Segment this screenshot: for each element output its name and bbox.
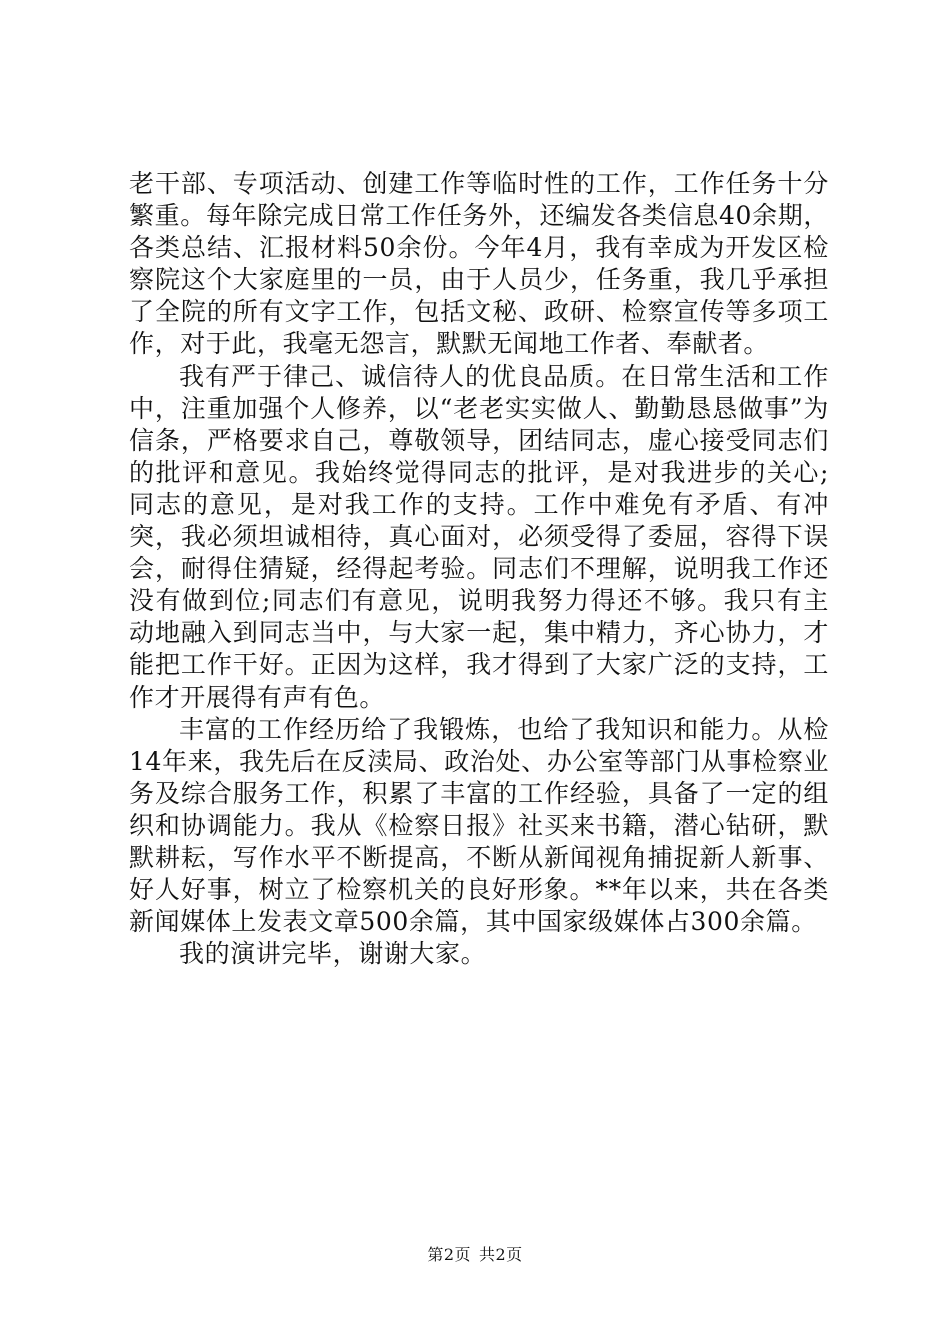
paragraph-1: 老干部、专项活动、创建工作等临时性的工作，工作任务十分繁重。每年除完成日常工作任务外，还编发各类信息40余期，各类总结、汇报材料50余份。今年4月，我有幸成为开发区检察院这个大家庭里的一员，由于人员少，任务重，我几乎承担了全院的所有文字工作，包括文秘、政研、检察宣传等多项工作，对于此，我毫无怨言，默默无闻地工作者、奉献者。 (129, 169, 829, 359)
page-footer (0, 1244, 950, 1266)
paragraph-4: 我的演讲完毕，谢谢大家。 (179, 939, 487, 969)
document-body (129, 168, 829, 970)
paragraph-2: 我有严于律己、诚信待人的优良品质。在日常生活和工作中，注重加强个人修养，以“老老实实做人、勤勤恳恳做事”为信条，严格要求自己，尊敬领导，团结同志，虚心接受同志们的批评和意见。我始终觉得同志的批评，是对我进步的关心;同志的意见，是对我工作的支持。工作中难免有矛盾、有冲突，我必须坦诚相待，真心面对，必须受得了委屈，容得下误会，耐得住猜疑，经得起考验。同志们不理解，说明我工作还没有做到位;同志们有意见，说明我努力得还不够。我只有主动地融入到同志当中，与大家一起，集中精力，齐心协力，才能把工作干好。正因为这样，我才得到了大家广泛的支持，工作才开展得有声有色。 (129, 361, 829, 712)
paragraph-3: 丰富的工作经历给了我锻炼，也给了我知识和能力。从检14年来，我先后在反渎局、政治处、办公室等部门从事检察业务及综合服务工作，积累了丰富的工作经验，具备了一定的组织和协调能力。我从《检察日报》社买来书籍，潜心钻研，默默耕耘，写作水平不断提高，不断从新闻视角捕捉新人新事、好人好事，树立了检察机关的良好形象。**年以来，共在各类新闻媒体上发表文章500余篇，其中国家级媒体占300余篇。 (129, 714, 829, 937)
page-number: 第2页 (427, 1245, 471, 1264)
page-total: 共2页 (479, 1245, 523, 1264)
